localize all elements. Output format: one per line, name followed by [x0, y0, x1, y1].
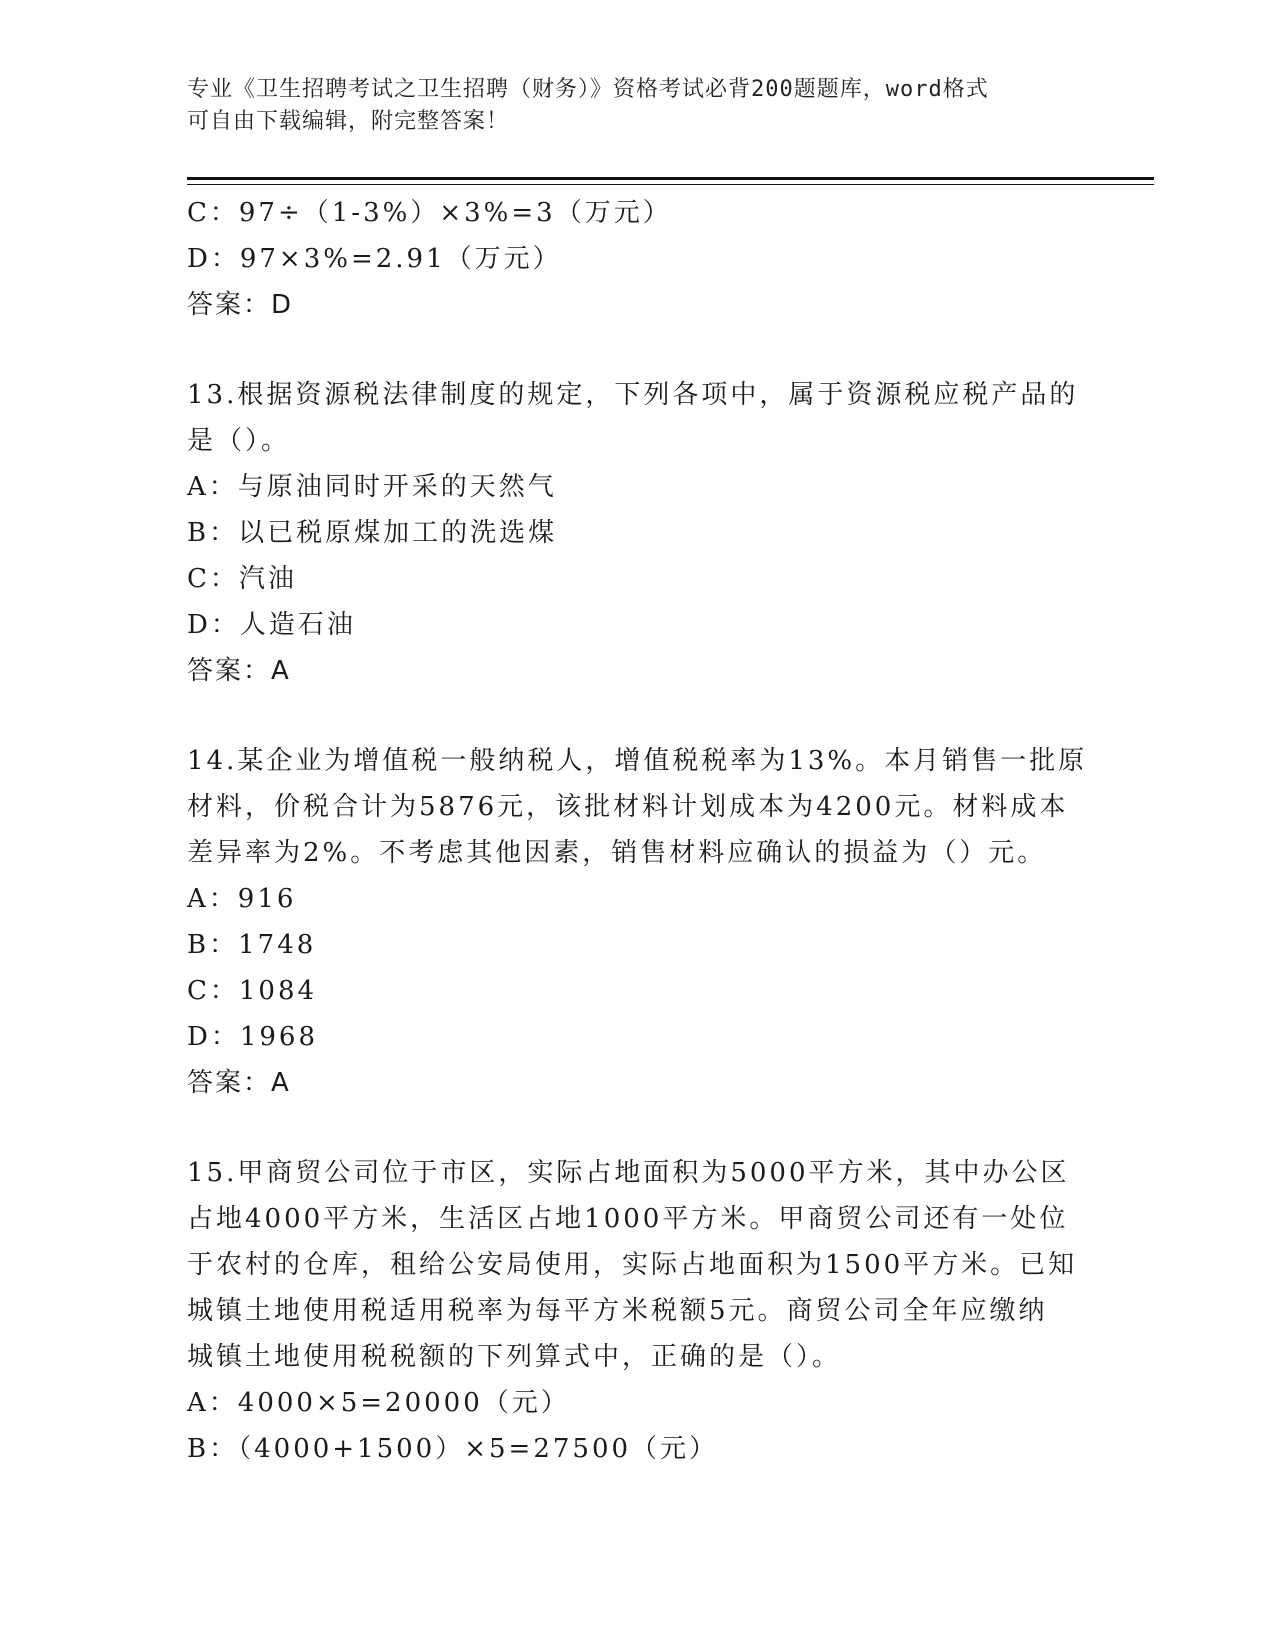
q14-stem-line-3: 差异率为2%。不考虑其他因素，销售材料应确认的损益为（）元。: [187, 838, 1047, 868]
q15-option-b: B：（4000+1500）×5=27500（元）: [187, 1434, 719, 1464]
header-divider-thin: [187, 184, 1154, 185]
q13-option-a: A：与原油同时开采的天然气: [187, 472, 557, 502]
q15-stem-line-4: 城镇土地使用税适用税率为每平方米税额5元。商贸公司全年应缴纳: [187, 1296, 1048, 1326]
spacer: [187, 694, 1077, 738]
q13-option-d: D：人造石油: [187, 610, 356, 640]
spacer: [187, 328, 1077, 372]
q15-stem-line-5: 城镇土地使用税税额的下列算式中，正确的是（）。: [187, 1342, 842, 1372]
q12-option-c: C：97÷（1-3%）×3%=3（万元）: [187, 198, 672, 228]
q12-option-d: D：97×3%=2.91（万元）: [187, 244, 562, 274]
q15-stem-line-1: 15.甲商贸公司位于市区，实际占地面积为5000平方米，其中办公区: [187, 1158, 1070, 1188]
header-line-1: 专业《卫生招聘考试之卫生招聘（财务）》资格考试必背200题题库，word格式: [187, 77, 989, 102]
q15-option-a: A：4000×5=20000（元）: [187, 1388, 570, 1418]
q14-option-a: A：916: [187, 884, 297, 914]
header-divider-thick: [187, 177, 1154, 180]
q14-option-b: B：1748: [187, 930, 317, 960]
q13-stem-line-1: 13.根据资源税法律制度的规定，下列各项中，属于资源税应税产品的: [187, 380, 1079, 410]
q15-stem-line-3: 于农村的仓库，租给公安局使用，实际占地面积为1500平方米。已知: [187, 1250, 1078, 1280]
q14-stem-line-2: 材料，价税合计为5876元，该批材料计划成本为4200元。材料成本: [187, 792, 1069, 822]
q14-option-c: C：1084: [187, 976, 318, 1006]
q14-answer: 答案：A: [187, 1068, 291, 1098]
q15-stem-line-2: 占地4000平方米，生活区占地1000平方米。甲商贸公司还有一处位: [187, 1204, 1069, 1234]
q13-answer: 答案：A: [187, 656, 291, 686]
spacer: [187, 1106, 1077, 1150]
q12-answer: 答案：D: [187, 290, 294, 320]
q13-stem-line-2: 是（）。: [187, 426, 291, 456]
q13-option-b: B：以已税原煤加工的洗选煤: [187, 518, 558, 548]
header-line-2: 可自由下载编辑，附完整答案！: [187, 109, 510, 134]
question-content: [187, 190, 1088, 1472]
q14-stem-line-1: 14.某企业为增值税一般纳税人，增值税税率为13%。本月销售一批原: [187, 746, 1088, 776]
document-header: [187, 74, 1067, 138]
q14-option-d: D：1968: [187, 1022, 319, 1052]
q13-option-c: C：汽油: [187, 564, 297, 594]
